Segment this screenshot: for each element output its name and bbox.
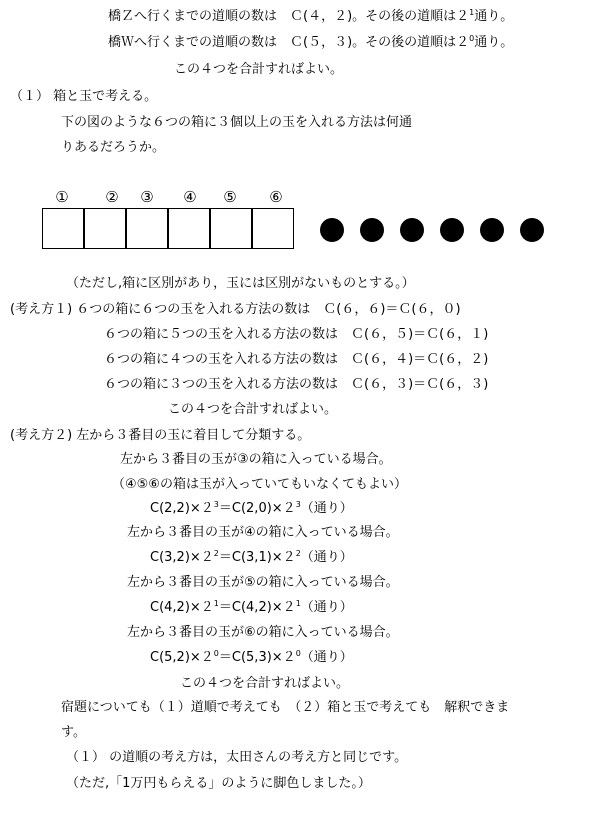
box — [252, 209, 294, 249]
text-line: （１） の道順の考え方は，太田さんの考え方と同じです。 — [66, 750, 408, 765]
box-label: ① — [55, 188, 69, 206]
ball — [480, 218, 504, 242]
text-line: 橋Ｚへ行くまでの道順の数は Ｃ(４，２)。その後の道順は$2^1$通り。 — [108, 8, 514, 24]
text-line: 下の図のような６つの箱に３個以上の玉を入れる方法は何通 — [61, 115, 413, 130]
ball — [360, 218, 384, 242]
formula-line: $C(3,2)\times 2^2=C(3,1)\times 2^2$（通り） — [150, 549, 353, 565]
text-line: 宿題についても（１）道順で考えても （２）箱と玉で考えても 解釈できま — [61, 700, 510, 715]
box-label: ③ — [140, 188, 154, 206]
box — [42, 209, 84, 249]
text-line: この４つを合計すればよい。 — [174, 62, 344, 77]
box — [168, 209, 210, 249]
text-line: （④⑤⑥の箱は玉が入っていてもいなくてもよい） — [112, 477, 407, 492]
box-label: ④ — [183, 188, 197, 206]
text-line: 左から３番目の玉が④の箱に入っている場合。 — [127, 525, 399, 540]
text-line: （ただ,「1万円もらえる」のように脚色しました。） — [66, 776, 371, 791]
text-line: 左から３番目の玉が⑥の箱に入っている場合。 — [127, 625, 399, 640]
section-heading: （１） 箱と玉で考える。 — [10, 89, 158, 104]
formula-line: $C(2,2)\times 2^3=C(2,0)\times 2^3$（通り） — [150, 500, 353, 516]
box-number-labels — [42, 188, 294, 208]
box-label: ⑥ — [269, 188, 283, 206]
text-line: (考え方２) 左から３番目の玉に着目して分類する。 — [10, 428, 311, 443]
box-label: ⑤ — [223, 188, 237, 206]
ball — [520, 218, 544, 242]
box-label: ② — [105, 188, 119, 206]
six-boxes-diagram — [42, 208, 294, 251]
box — [84, 209, 126, 249]
text-line: (考え方１) ６つの箱に６つの玉を入れる方法の数は Ｃ(６，６)＝Ｃ(６，０) — [10, 302, 461, 317]
text-line: ６つの箱に３つの玉を入れる方法の数は Ｃ(６，３)＝Ｃ(６，３) — [104, 377, 489, 392]
text-line: 左から３番目の玉が⑤の箱に入っている場合。 — [127, 575, 399, 590]
text-line: りあるだろうか。 — [61, 140, 166, 155]
ball — [400, 218, 424, 242]
text-line: （ただし,箱に区別があり，玉には区別がないものとする。） — [66, 276, 415, 291]
text-line: この４つを合計すればよい。 — [168, 402, 338, 417]
text-line: 左から３番目の玉が③の箱に入っている場合。 — [120, 452, 392, 467]
ball — [440, 218, 464, 242]
text-line: 橋Ｗへ行くまでの道順の数は Ｃ(５，３)。その後の道順は$2^0$通り。 — [108, 34, 514, 50]
formula-line: $C(4,2)\times 2^1=C(4,2)\times 2^1$（通り） — [150, 599, 353, 615]
text-line: ６つの箱に４つの玉を入れる方法の数は Ｃ(６，４)＝Ｃ(６，２) — [104, 352, 489, 367]
formula-line: $C(5,2)\times 2^0=C(5,3)\times 2^0$（通り） — [150, 649, 353, 665]
box — [126, 209, 168, 249]
text-line: この４つを合計すればよい。 — [180, 676, 350, 691]
text-line: ６つの箱に５つの玉を入れる方法の数は Ｃ(６，５)＝Ｃ(６，１) — [104, 327, 489, 342]
box — [210, 209, 252, 249]
text-line: す。 — [61, 725, 86, 740]
ball — [320, 218, 344, 242]
six-balls-diagram — [320, 218, 550, 246]
